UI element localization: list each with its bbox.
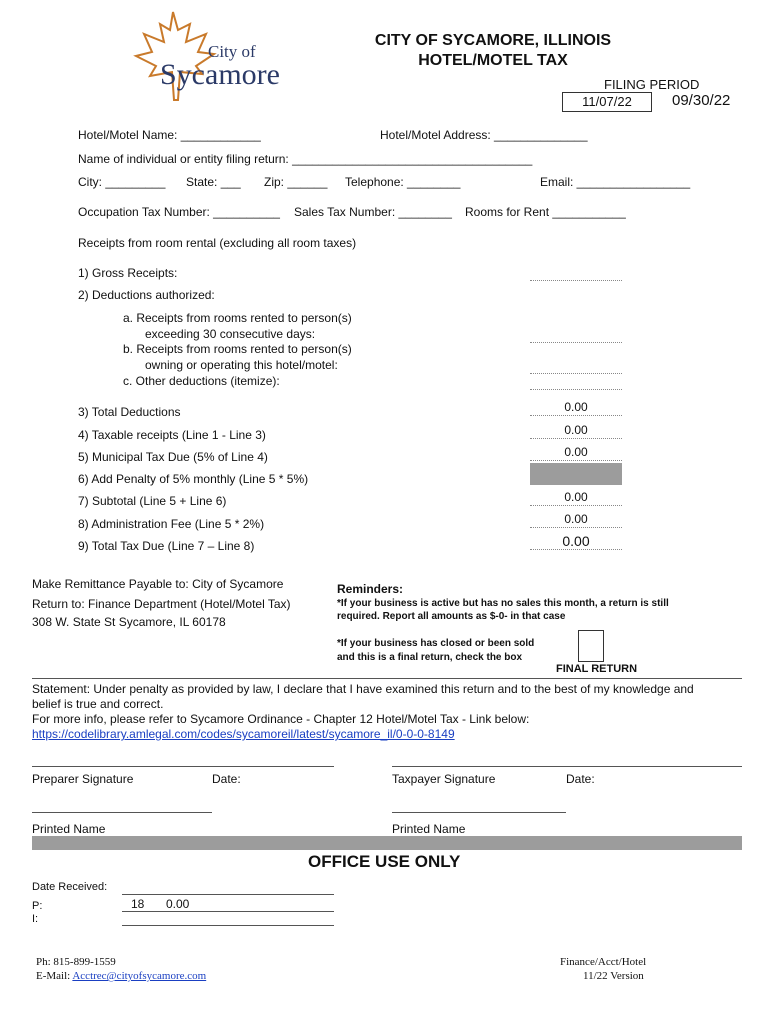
office-use-title: OFFICE USE ONLY: [308, 852, 461, 871]
sales-tax-field[interactable]: Sales Tax Number: ________: [294, 205, 452, 219]
email-field[interactable]: Email: _________________: [540, 175, 691, 189]
line-2b-label-cont: owning or operating this hotel/motel:: [145, 358, 338, 372]
city-field[interactable]: City: _________: [78, 175, 166, 189]
line-1-value[interactable]: [530, 264, 622, 281]
line-9-value[interactable]: 0.00: [530, 533, 622, 550]
form-title-tax: HOTEL/MOTEL TAX: [418, 52, 568, 69]
hotel-name-field[interactable]: Hotel/Motel Name: ____________: [78, 128, 261, 142]
p-line[interactable]: [122, 911, 334, 912]
footer-email-label: E-Mail:: [36, 970, 73, 982]
reminder-1-cont: required. Report all amounts as $-0- in that case: [337, 611, 566, 622]
office-use-bar: [32, 836, 742, 850]
footer-email-link[interactable]: Acctrec@cityofsycamore.com: [72, 970, 207, 982]
final-return-checkbox[interactable]: [578, 630, 604, 662]
date-received-line[interactable]: [122, 894, 334, 895]
date-received-label: Date Received:: [32, 881, 108, 893]
form-title-city: CITY OF SYCAMORE, ILLINOIS: [374, 32, 612, 49]
more-info-text: For more info, please refer to Sycamore Ordinance - Chapter 12 Hotel/Motel Tax - Link below:: [32, 712, 530, 726]
preparer-signature-line[interactable]: [32, 766, 334, 767]
i-label: I:: [32, 913, 39, 925]
line-2b-value[interactable]: [530, 357, 622, 374]
taxpayer-printed-label: Printed Name: [392, 822, 466, 836]
state-field[interactable]: State: ___: [186, 175, 241, 189]
remit-address: 308 W. State St Sycamore, IL 60178: [32, 615, 226, 629]
line-2a-label: a. Receipts from rooms rented to person(s): [123, 311, 352, 325]
remit-payable: Make Remittance Payable to: City of Sycamore: [32, 577, 284, 591]
line-2a-label-cont: exceeding 30 consecutive days:: [145, 327, 316, 341]
line-4-value[interactable]: 0.00: [530, 422, 622, 439]
line-7-value[interactable]: 0.00: [530, 489, 622, 506]
line-2a-value[interactable]: [530, 326, 622, 343]
period-end-field[interactable]: 09/30/22: [672, 92, 731, 109]
hotel-address-field[interactable]: Hotel/Motel Address: ______________: [380, 128, 588, 142]
line-5-value[interactable]: 0.00: [530, 444, 622, 461]
telephone-field[interactable]: Telephone: ________: [345, 175, 461, 189]
preparer-signature-label: Preparer Signature: [32, 772, 134, 786]
statement-text: Statement: Under penalty as provided by law, I declare that I have examined this return and to the best of my knowledge and: [32, 682, 694, 696]
footer-phone: Ph: 815-899-1559: [36, 956, 116, 968]
line-6-value[interactable]: [530, 463, 622, 485]
logo-city-of: City of: [208, 42, 256, 61]
line-2c-value[interactable]: [530, 373, 622, 390]
line-8-value[interactable]: 0.00: [530, 511, 622, 528]
divider: [32, 678, 742, 679]
zip-field[interactable]: Zip: ______: [264, 175, 328, 189]
receipts-heading: Receipts from room rental (excluding all room taxes): [78, 236, 357, 250]
footer-email-line: [36, 970, 206, 982]
preparer-printed-line[interactable]: [32, 812, 212, 813]
logo-sycamore: Sycamore: [160, 58, 280, 91]
p-value-2[interactable]: 0.00: [166, 897, 190, 911]
line-2-label: 2) Deductions authorized:: [78, 288, 215, 302]
line-5-label: 5) Municipal Tax Due (5% of Line 4): [78, 450, 268, 464]
statement-text-cont: belief is true and correct.: [32, 697, 164, 711]
final-return-label: FINAL RETURN: [556, 663, 638, 675]
p-value-1[interactable]: 18: [131, 897, 145, 911]
footer-version: 11/22 Version: [583, 970, 644, 982]
taxpayer-printed-line[interactable]: [392, 812, 566, 813]
ordinance-link[interactable]: https://codelibrary.amlegal.com/codes/sycamoreil/latest/sycamore_il/0-0-0-8149: [32, 727, 455, 741]
footer-dept: Finance/Acct/Hotel: [560, 956, 647, 968]
taxpayer-signature-label: Taxpayer Signature: [392, 772, 496, 786]
individual-name-field[interactable]: Name of individual or entity filing return: ____________________________________: [78, 152, 533, 166]
preparer-date-label: Date:: [212, 772, 241, 786]
p-label: P:: [32, 900, 43, 912]
line-2c-label: c. Other deductions (itemize):: [123, 374, 280, 388]
line-8-label: 8) Administration Fee (Line 5 * 2%): [78, 517, 265, 531]
taxpayer-signature-line[interactable]: [392, 766, 742, 767]
preparer-printed-label: Printed Name: [32, 822, 106, 836]
reminder-2-cont: and this is a final return, check the box: [337, 652, 523, 663]
line-3-label: 3) Total Deductions: [78, 405, 181, 419]
reminder-2: *If your business has closed or been sold: [337, 638, 535, 649]
line-3-value[interactable]: 0.00: [530, 399, 622, 416]
line-6-label: 6) Add Penalty of 5% monthly (Line 5 * 5%): [78, 472, 309, 486]
period-start-field[interactable]: 11/07/22: [562, 92, 652, 112]
line-2b-label: b. Receipts from rooms rented to person(s): [123, 342, 352, 356]
i-line[interactable]: [122, 925, 334, 926]
line-7-label: 7) Subtotal (Line 5 + Line 6): [78, 494, 227, 508]
remit-return-to: Return to: Finance Department (Hotel/Motel Tax): [32, 597, 291, 611]
taxpayer-date-label: Date:: [566, 772, 595, 786]
reminder-1: *If your business is active but has no sales this month, a return is still: [337, 598, 669, 609]
reminders-heading: Reminders:: [337, 582, 404, 596]
filing-period-label: FILING PERIOD: [604, 77, 700, 92]
line-1-label: 1) Gross Receipts:: [78, 266, 178, 280]
rooms-for-rent-field[interactable]: Rooms for Rent ___________: [465, 205, 626, 219]
line-9-label: 9) Total Tax Due (Line 7 – Line 8): [78, 539, 255, 553]
occupation-tax-field[interactable]: Occupation Tax Number: __________: [78, 205, 280, 219]
line-4-label: 4) Taxable receipts (Line 1 - Line 3): [78, 428, 266, 442]
